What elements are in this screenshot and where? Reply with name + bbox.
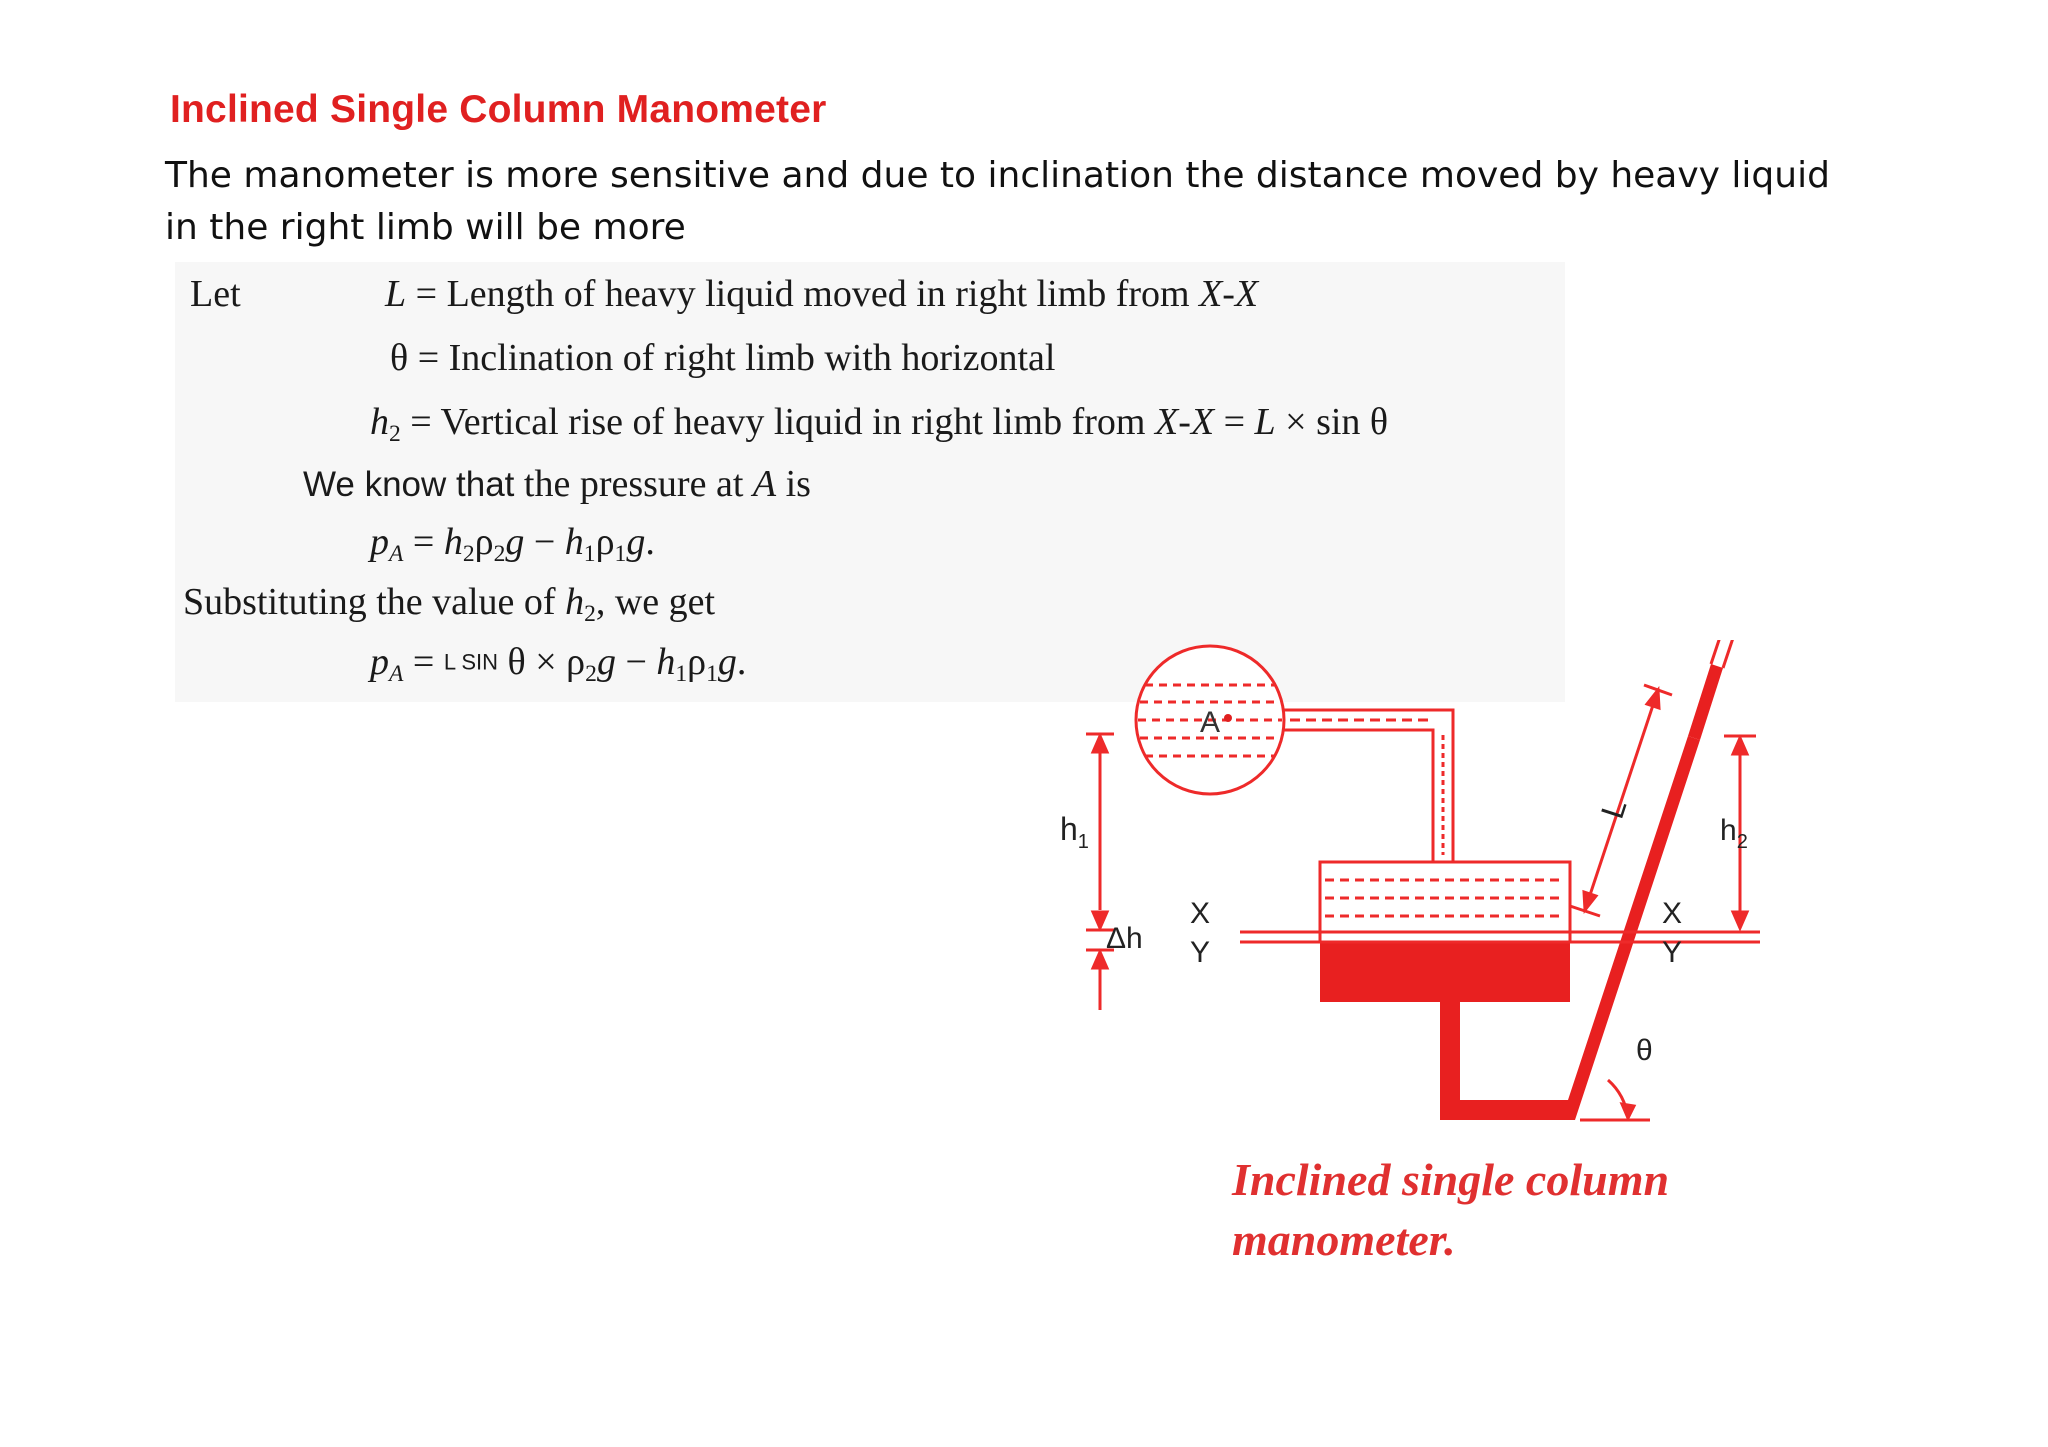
label-Y-left: Y — [1190, 936, 1211, 969]
label-X-left: X — [1190, 897, 1211, 930]
derivation-block — [175, 262, 1565, 702]
L-dimension — [1570, 685, 1672, 916]
caption-line-1: Inclined single column — [1232, 1154, 1670, 1205]
label-L: L — [1593, 794, 1634, 823]
definition-h2: $h_2$ = Vertical rise of heavy liquid in right limb from X-X = L × sin θ — [370, 401, 1389, 448]
theta-angle — [1580, 1080, 1650, 1120]
definition-L: L = Length of heavy liquid moved in right limb from X-X — [385, 273, 1259, 315]
label-A: A — [1200, 706, 1221, 739]
label-theta: θ — [1636, 1034, 1653, 1067]
manometer-diagram — [1040, 640, 1780, 1140]
connecting-pipe — [1283, 710, 1453, 862]
caption-line-2: manometer. — [1232, 1214, 1456, 1265]
label-h2: $h_2$ — [1720, 814, 1748, 853]
we-know-line: We know that the pressure at A is — [303, 463, 811, 505]
intro-line-2: in the right limb will be more — [165, 207, 686, 248]
equation-pa-1: $p_A = h_2\rho_2g - h_1\rho_1g$. — [370, 521, 655, 568]
label-X-right: X — [1662, 897, 1683, 930]
label-Y-right: Y — [1662, 936, 1683, 969]
label-h1: $h_1$ — [1060, 811, 1089, 853]
slide-title: Inclined Single Column Manometer — [170, 88, 827, 131]
intro-paragraph — [165, 150, 1865, 254]
figure-caption — [1232, 1150, 1669, 1270]
label-delta-h: Δh — [1106, 922, 1143, 955]
substituting-line: Substituting the value of $h_2$, we get — [183, 581, 716, 628]
equation-pa-2: $p_A = L$ SIN $\theta \times \rho_2g - h_1\rho_1g$. — [370, 641, 747, 688]
let-word: Let — [190, 273, 241, 315]
intro-line-1: The manometer is more sensitive and due to inclination the distance moved by heavy liquid — [165, 155, 1830, 196]
definition-theta: θ = Inclination of right limb with horizontal — [390, 337, 1056, 379]
h1-dimension — [1086, 734, 1114, 1010]
